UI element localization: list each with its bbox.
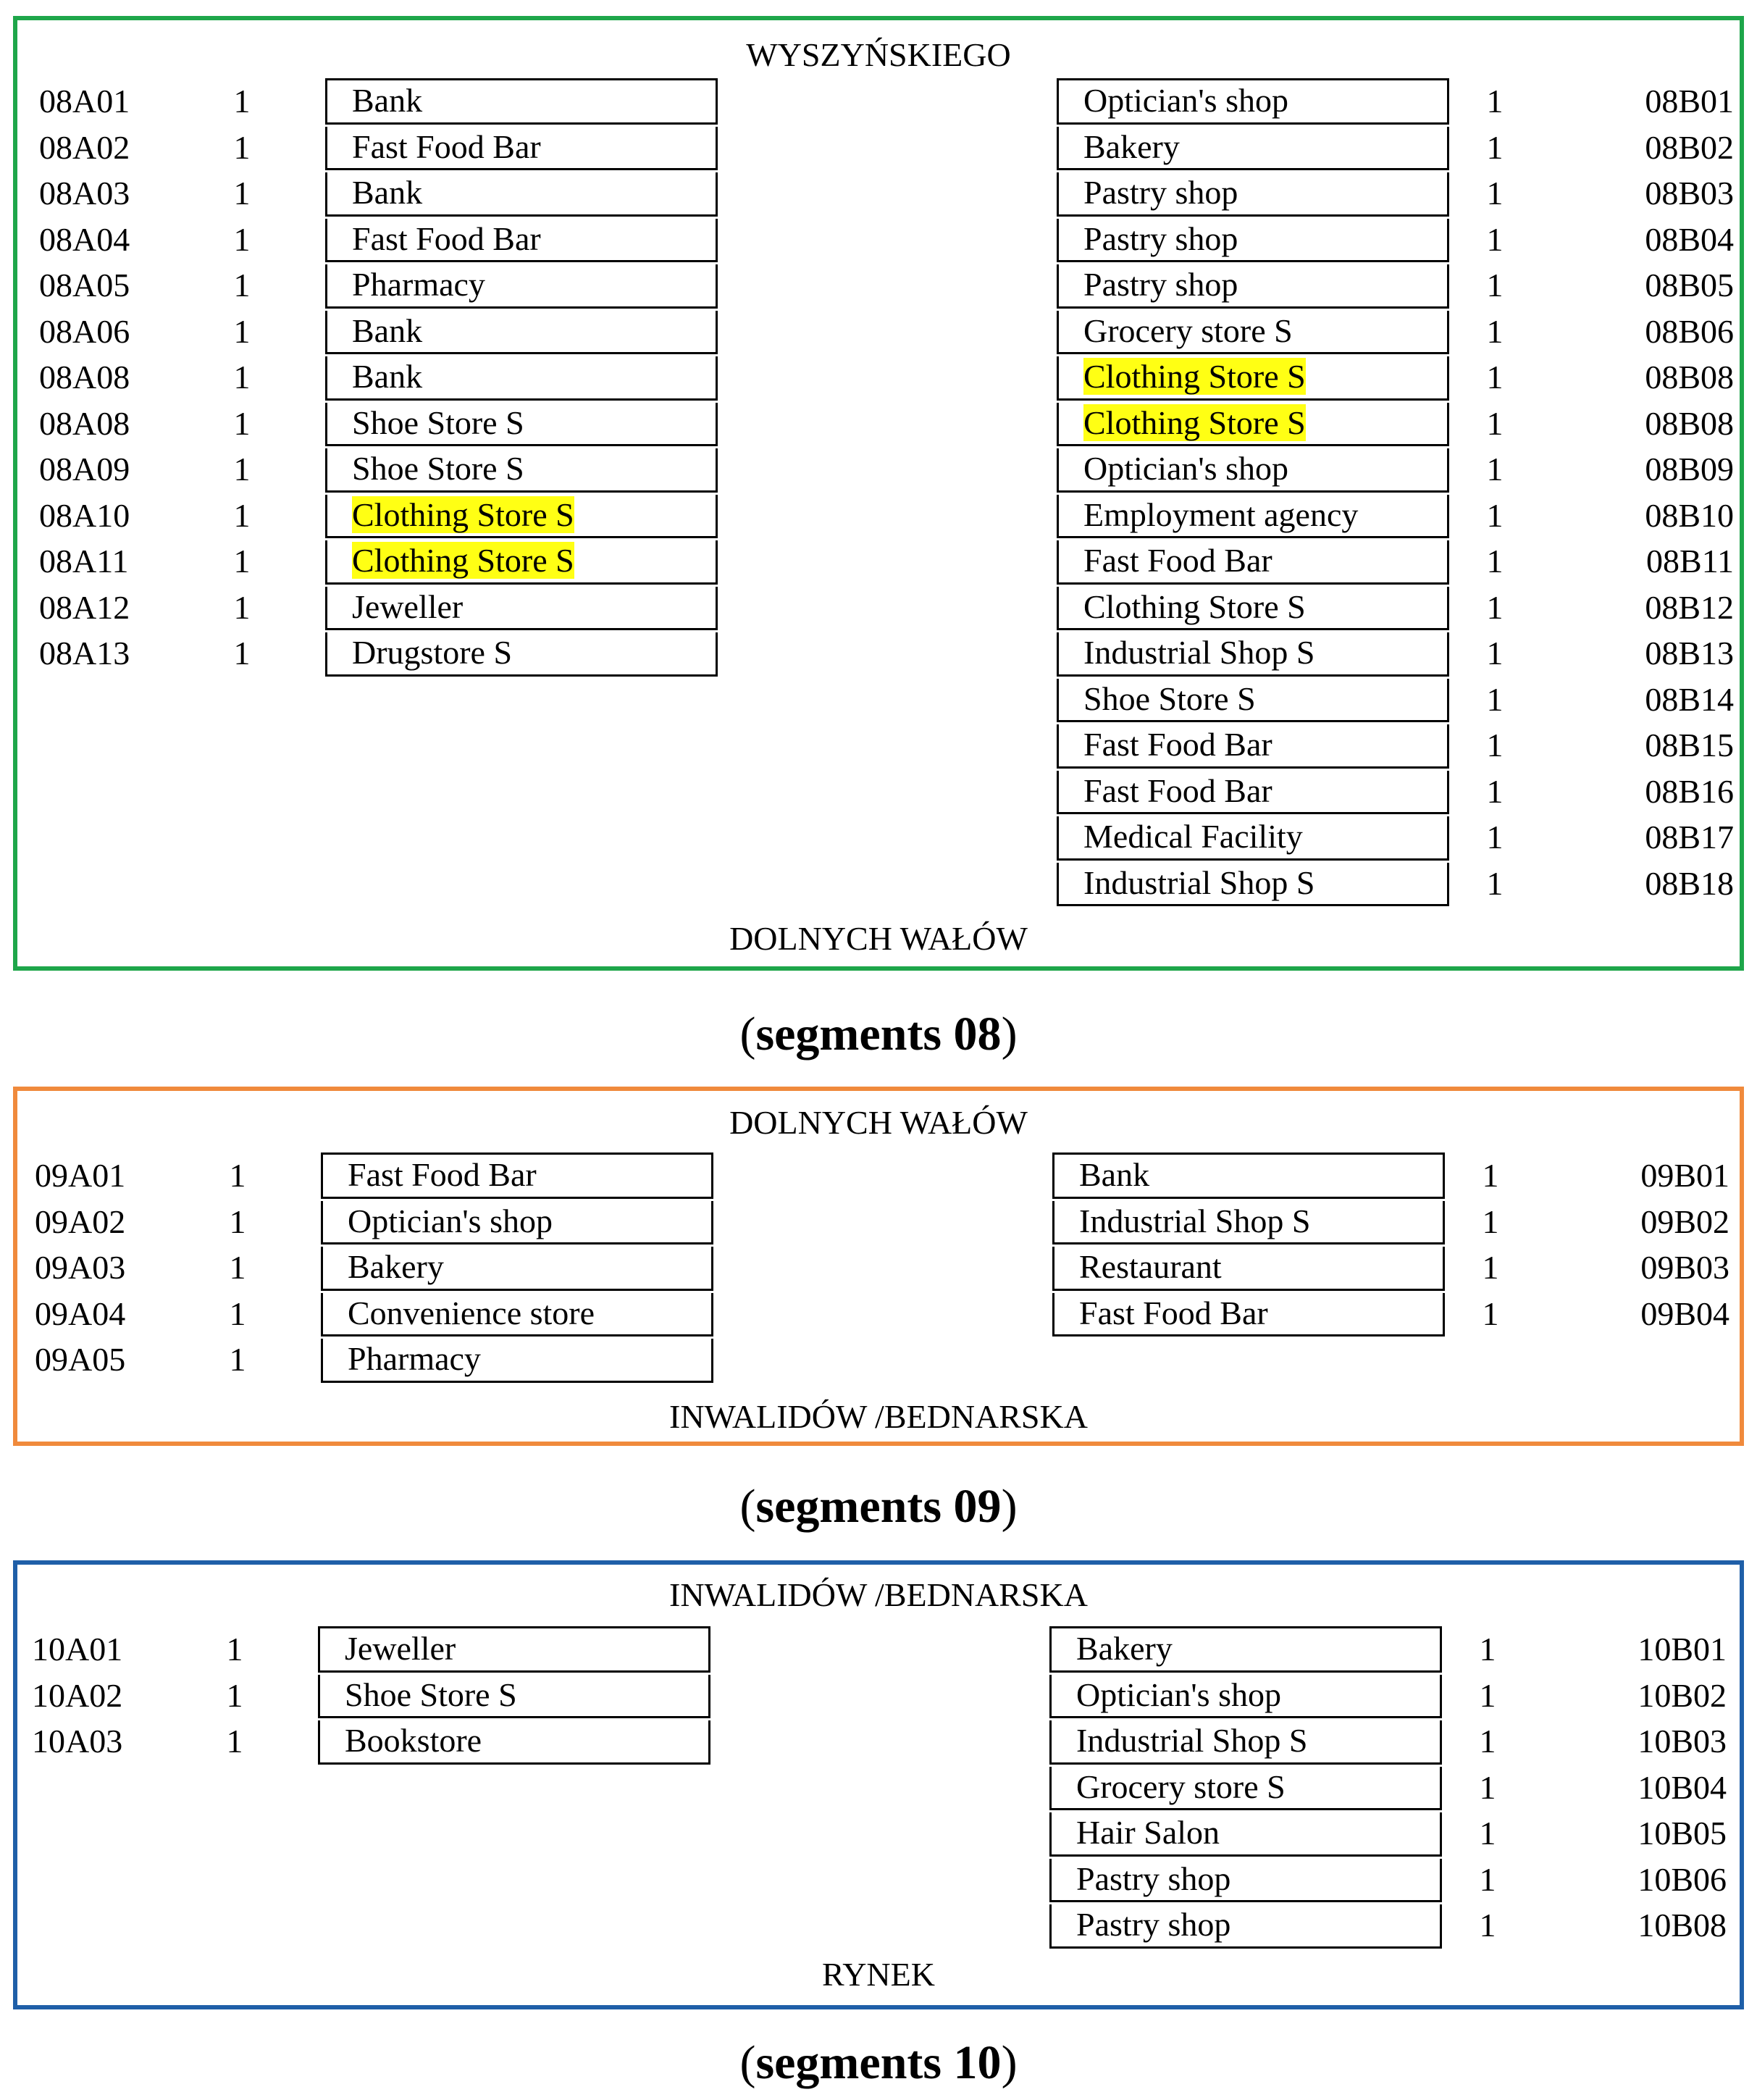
left-shop-cell <box>325 78 718 125</box>
shop-name: Shoe Store S <box>1083 679 1256 717</box>
right-unit-count: 1 <box>1486 588 1504 626</box>
right-unit-count: 1 <box>1486 819 1504 856</box>
right-unit-count: 1 <box>1482 1157 1499 1194</box>
left-shop-cell <box>321 1293 713 1337</box>
shop-name: Optician's shop <box>1083 82 1288 119</box>
shop-name: Bakery <box>1083 127 1180 165</box>
right-unit-count: 1 <box>1486 359 1504 396</box>
left-unit-count: 1 <box>233 83 251 120</box>
left-shop-cell <box>325 311 718 355</box>
left-shop-cell <box>325 632 718 677</box>
shop-name: Shoe Store S <box>352 403 524 441</box>
shop-name: Bookstore <box>345 1722 482 1759</box>
segment-08-top-street: WYSZYŃSKIEGO <box>746 36 1011 73</box>
segment-08-caption <box>0 1005 1757 1063</box>
left-unit-code: 08A10 <box>39 496 130 534</box>
right-unit-code: 08B09 <box>1645 451 1734 488</box>
right-shop-cell <box>1049 1904 1442 1949</box>
shop-name: Jeweller <box>345 1630 456 1667</box>
left-unit-count: 1 <box>233 543 251 580</box>
right-unit-count: 1 <box>1486 772 1504 810</box>
shop-name: Pharmacy <box>348 1340 481 1377</box>
right-unit-code: 10B03 <box>1638 1723 1727 1760</box>
right-unit-count: 1 <box>1486 83 1504 120</box>
shop-name: Pastry shop <box>1076 1860 1231 1897</box>
right-shop-cell <box>1057 311 1449 355</box>
right-unit-count: 1 <box>1482 1249 1499 1286</box>
shop-name: Industrial Shop S <box>1079 1202 1311 1239</box>
right-shop-cell <box>1049 1720 1442 1765</box>
right-unit-count: 1 <box>1486 864 1504 902</box>
right-shop-cell <box>1057 356 1449 401</box>
right-unit-code: 08B18 <box>1645 864 1734 902</box>
left-unit-count: 1 <box>226 1723 243 1760</box>
left-unit-count: 1 <box>233 267 251 304</box>
left-unit-code: 08A12 <box>39 588 130 626</box>
shop-name: Industrial Shop S <box>1083 634 1315 671</box>
left-unit-code: 08A13 <box>39 635 130 672</box>
shop-name: Bank <box>352 174 423 211</box>
right-unit-count: 1 <box>1479 1676 1496 1714</box>
left-shop-cell <box>318 1626 710 1673</box>
left-unit-code: 09A04 <box>35 1294 126 1332</box>
right-shop-cell <box>1052 1293 1445 1337</box>
left-shop-cell <box>325 219 718 263</box>
left-shop-cell <box>325 356 718 401</box>
right-unit-code: 08B06 <box>1645 312 1734 350</box>
left-unit-code: 08A11 <box>39 543 129 580</box>
left-unit-count: 1 <box>233 404 251 442</box>
left-shop-cell <box>321 1153 713 1199</box>
right-unit-code: 08B13 <box>1645 635 1734 672</box>
caption-text: segments 09 <box>755 1480 1002 1533</box>
right-unit-count: 1 <box>1486 175 1504 212</box>
right-shop-cell <box>1052 1153 1445 1199</box>
left-unit-count: 1 <box>233 220 251 258</box>
shop-name: Bakery <box>348 1248 444 1285</box>
shop-name: Bank <box>352 311 423 349</box>
left-unit-code: 09A03 <box>35 1249 126 1286</box>
shop-name: Convenience store <box>348 1294 595 1331</box>
shop-name: Bank <box>352 358 423 395</box>
left-unit-count: 1 <box>229 1294 246 1332</box>
left-shop-cell <box>325 495 718 539</box>
shop-name: Bank <box>352 82 423 119</box>
shop-name: Shoe Store S <box>345 1676 517 1713</box>
right-unit-code: 10B04 <box>1638 1768 1727 1806</box>
shop-name: Jeweller <box>352 587 464 625</box>
left-unit-code: 09A02 <box>35 1202 126 1240</box>
right-shop-cell <box>1049 1767 1442 1811</box>
left-unit-count: 1 <box>233 175 251 212</box>
right-shop-cell <box>1057 127 1449 171</box>
right-unit-code: 08B08 <box>1645 359 1734 396</box>
left-unit-count: 1 <box>233 588 251 626</box>
shop-name: Clothing Store S <box>1083 587 1306 625</box>
right-unit-count: 1 <box>1486 635 1504 672</box>
left-unit-code: 09A01 <box>35 1157 126 1194</box>
right-unit-count: 1 <box>1479 1723 1496 1760</box>
right-unit-code: 08B11 <box>1646 543 1734 580</box>
right-unit-code: 09B02 <box>1640 1202 1729 1240</box>
right-unit-code: 10B02 <box>1638 1676 1727 1714</box>
right-shop-cell <box>1057 78 1449 125</box>
right-unit-count: 1 <box>1482 1294 1499 1332</box>
right-shop-cell <box>1057 679 1449 723</box>
right-shop-cell <box>1057 632 1449 677</box>
right-unit-count: 1 <box>1479 1860 1496 1898</box>
caption-close-paren: ) <box>1001 1480 1018 1533</box>
shop-name: Employment agency <box>1083 495 1359 533</box>
shop-name: Pharmacy <box>352 266 485 303</box>
right-shop-cell <box>1057 724 1449 769</box>
left-shop-cell <box>321 1247 713 1291</box>
right-shop-cell <box>1057 863 1449 907</box>
shop-name: Pastry shop <box>1083 219 1238 257</box>
left-unit-code: 08A04 <box>39 220 130 258</box>
shop-name: Industrial Shop S <box>1083 863 1315 901</box>
left-unit-code: 09A05 <box>35 1341 126 1378</box>
left-unit-count: 1 <box>233 312 251 350</box>
left-unit-count: 1 <box>226 1631 243 1668</box>
right-unit-code: 08B01 <box>1645 83 1734 120</box>
left-unit-code: 08A08 <box>39 404 130 442</box>
left-unit-count: 1 <box>229 1341 246 1378</box>
shop-name: Clothing Store S <box>352 495 574 533</box>
right-shop-cell <box>1057 264 1449 309</box>
shop-name: Bank <box>1079 1156 1150 1193</box>
right-unit-code: 08B05 <box>1645 267 1734 304</box>
right-unit-code: 10B06 <box>1638 1860 1727 1898</box>
left-shop-cell <box>318 1720 710 1765</box>
shop-name: Restaurant <box>1079 1248 1222 1285</box>
left-unit-code: 08A09 <box>39 451 130 488</box>
shop-name: Pastry shop <box>1076 1906 1231 1943</box>
shop-name: Fast Food Bar <box>352 127 541 165</box>
right-unit-code: 08B16 <box>1645 772 1734 810</box>
right-shop-cell <box>1057 816 1449 861</box>
shop-name: Optician's shop <box>348 1202 553 1239</box>
right-unit-code: 08B03 <box>1645 175 1734 212</box>
shop-name: Fast Food Bar <box>1083 542 1272 579</box>
right-unit-code: 10B05 <box>1638 1815 1727 1852</box>
right-unit-count: 1 <box>1479 1907 1496 1944</box>
shop-name: Drugstore S <box>352 634 513 671</box>
shop-name: Pastry shop <box>1083 174 1238 211</box>
segment-10-bottom-street: RYNEK <box>822 1956 935 1993</box>
left-shop-cell <box>325 540 718 585</box>
caption-open-paren: ( <box>739 1008 756 1061</box>
right-unit-count: 1 <box>1486 496 1504 534</box>
shop-name: Optician's shop <box>1083 450 1288 487</box>
right-shop-cell <box>1057 172 1449 217</box>
segment-09-top-street: DOLNYCH WAŁÓW <box>729 1104 1028 1141</box>
left-unit-code: 10A01 <box>32 1631 123 1668</box>
shop-name: Fast Food Bar <box>348 1156 537 1193</box>
left-unit-code: 08A06 <box>39 312 130 350</box>
left-unit-count: 1 <box>226 1676 243 1714</box>
right-shop-cell <box>1057 448 1449 493</box>
left-unit-count: 1 <box>229 1249 246 1286</box>
left-unit-code: 10A03 <box>32 1723 123 1760</box>
shop-name: Clothing Store S <box>1083 358 1306 395</box>
shop-name: Industrial Shop S <box>1076 1722 1308 1759</box>
right-unit-count: 1 <box>1486 451 1504 488</box>
left-unit-count: 1 <box>233 359 251 396</box>
caption-open-paren: ( <box>739 2036 756 2089</box>
segment-08-panel <box>13 16 1744 971</box>
left-shop-cell <box>325 587 718 631</box>
caption-text: segments 08 <box>755 1008 1002 1061</box>
left-shop-cell <box>325 264 718 309</box>
left-unit-count: 1 <box>229 1157 246 1194</box>
shop-name: Medical Facility <box>1083 818 1303 855</box>
right-unit-code: 10B01 <box>1638 1631 1727 1668</box>
right-shop-cell <box>1052 1201 1445 1245</box>
left-unit-code: 08A08 <box>39 359 130 396</box>
left-unit-count: 1 <box>229 1202 246 1240</box>
right-unit-code: 08B15 <box>1645 727 1734 764</box>
shop-name: Clothing Store S <box>1083 403 1306 441</box>
caption-close-paren: ) <box>1001 2036 1018 2089</box>
right-shop-cell <box>1057 540 1449 585</box>
segment-09-caption <box>0 1478 1757 1536</box>
left-shop-cell <box>321 1339 713 1383</box>
left-unit-code: 08A02 <box>39 128 130 166</box>
right-unit-count: 1 <box>1482 1202 1499 1240</box>
shop-name: Grocery store S <box>1076 1768 1286 1805</box>
left-shop-cell <box>325 448 718 493</box>
right-shop-cell <box>1057 771 1449 815</box>
shop-name: Optician's shop <box>1076 1676 1281 1713</box>
right-unit-count: 1 <box>1486 680 1504 718</box>
right-shop-cell <box>1049 1812 1442 1857</box>
right-unit-code: 09B04 <box>1640 1294 1729 1332</box>
right-unit-code: 09B03 <box>1640 1249 1729 1286</box>
segment-10-caption <box>0 2034 1757 2092</box>
shop-name: Fast Food Bar <box>1083 771 1272 809</box>
right-unit-code: 09B01 <box>1640 1157 1729 1194</box>
right-shop-cell <box>1049 1859 1442 1903</box>
left-shop-cell <box>321 1201 713 1245</box>
left-unit-code: 08A05 <box>39 267 130 304</box>
right-unit-count: 1 <box>1486 727 1504 764</box>
right-unit-code: 08B14 <box>1645 680 1734 718</box>
shop-name: Fast Food Bar <box>1079 1294 1268 1331</box>
right-unit-count: 1 <box>1479 1815 1496 1852</box>
right-unit-count: 1 <box>1479 1631 1496 1668</box>
left-unit-count: 1 <box>233 635 251 672</box>
right-shop-cell <box>1057 587 1449 631</box>
left-unit-count: 1 <box>233 496 251 534</box>
right-unit-code: 08B02 <box>1645 128 1734 166</box>
shop-name: Hair Salon <box>1076 1814 1220 1851</box>
shop-name: Clothing Store S <box>352 542 574 579</box>
shop-name: Pastry shop <box>1083 266 1238 303</box>
shop-name: Grocery store S <box>1083 311 1293 349</box>
shop-name: Shoe Store S <box>352 450 524 487</box>
segment-09-panel <box>13 1087 1744 1446</box>
left-unit-count: 1 <box>233 451 251 488</box>
right-unit-code: 08B04 <box>1645 220 1734 258</box>
right-unit-code: 08B10 <box>1645 496 1734 534</box>
shop-name: Bakery <box>1076 1630 1173 1667</box>
segment-10-top-street: INWALIDÓW /BEDNARSKA <box>669 1576 1088 1613</box>
left-unit-code: 08A01 <box>39 83 130 120</box>
right-shop-cell <box>1057 403 1449 447</box>
shop-name: Fast Food Bar <box>352 219 541 257</box>
segment-10-panel <box>13 1560 1744 2009</box>
left-unit-code: 08A03 <box>39 175 130 212</box>
right-shop-cell <box>1049 1626 1442 1673</box>
right-unit-count: 1 <box>1486 404 1504 442</box>
left-shop-cell <box>325 127 718 171</box>
right-shop-cell <box>1057 219 1449 263</box>
right-unit-code: 08B12 <box>1645 588 1734 626</box>
left-shop-cell <box>325 172 718 217</box>
right-unit-code: 08B17 <box>1645 819 1734 856</box>
right-unit-count: 1 <box>1486 543 1504 580</box>
caption-open-paren: ( <box>739 1480 756 1533</box>
segment-09-bottom-street: INWALIDÓW /BEDNARSKA <box>669 1398 1088 1435</box>
right-unit-count: 1 <box>1479 1768 1496 1806</box>
caption-text: segments 10 <box>755 2036 1002 2089</box>
right-shop-cell <box>1052 1247 1445 1291</box>
right-unit-count: 1 <box>1486 128 1504 166</box>
right-shop-cell <box>1057 495 1449 539</box>
right-unit-count: 1 <box>1486 267 1504 304</box>
caption-close-paren: ) <box>1001 1008 1018 1061</box>
right-unit-count: 1 <box>1486 312 1504 350</box>
left-shop-cell <box>325 403 718 447</box>
shop-name: Fast Food Bar <box>1083 726 1272 763</box>
right-unit-code: 10B08 <box>1638 1907 1727 1944</box>
left-shop-cell <box>318 1675 710 1719</box>
left-unit-code: 10A02 <box>32 1676 123 1714</box>
right-unit-code: 08B08 <box>1645 404 1734 442</box>
right-unit-count: 1 <box>1486 220 1504 258</box>
left-unit-count: 1 <box>233 128 251 166</box>
segment-08-bottom-street: DOLNYCH WAŁÓW <box>729 920 1028 957</box>
right-shop-cell <box>1049 1675 1442 1719</box>
